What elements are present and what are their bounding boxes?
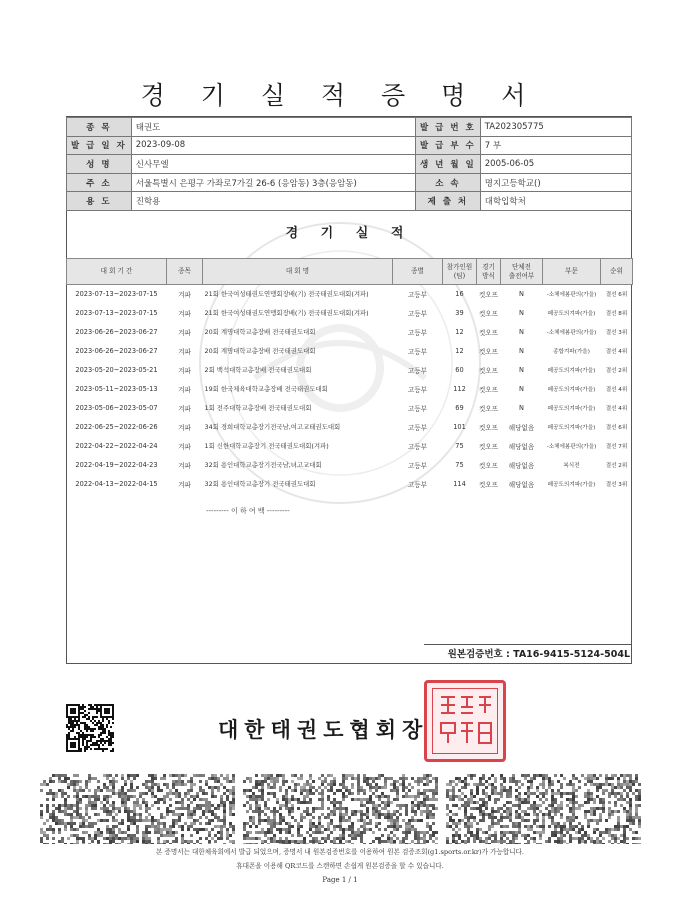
record-cell-event: 겨파 <box>178 443 191 451</box>
info-label: 소 속 <box>416 173 481 192</box>
info-value: 진학용 <box>131 192 415 211</box>
record-row <box>67 380 633 399</box>
record-cell-class: 고등부 <box>407 424 428 432</box>
record-row <box>67 342 633 361</box>
record-cell-count: 69 <box>455 404 464 412</box>
info-label: 발 급 부 수 <box>416 136 481 155</box>
record-cell-method: 컷오프 <box>478 481 499 489</box>
record-cell-event: 겨파 <box>178 386 191 394</box>
record-cell-rank: 결선 7위 <box>605 444 628 450</box>
record-cell-class: 고등부 <box>407 462 428 470</box>
record-cell-rank: 결선 2위 <box>605 368 628 374</box>
verify-divider <box>424 644 632 645</box>
record-cell-count: 112 <box>453 385 466 393</box>
record-cell-name: 2회 백석대학교총장배 전국태권도대회 <box>204 365 312 374</box>
record-cell-event: 겨파 <box>178 462 191 470</box>
record-cell-method: 컷오프 <box>478 386 499 394</box>
record-cell-team: 해당없음 <box>508 481 535 489</box>
record-cell-period: 2022-04-22~2022-04-24 <box>75 442 158 450</box>
info-value: 신사무엘 <box>131 155 415 174</box>
record-cell-name: 1회 전주대학교총장배 전국태권도대회 <box>204 403 312 412</box>
record-cell-period: 2023-06-26~2023-06-27 <box>75 347 158 355</box>
record-cell-team: N <box>519 290 524 299</box>
record-cell-rank: 결선 3위 <box>605 330 628 336</box>
record-cell-team: N <box>519 385 524 393</box>
record-cell-rank: 결선 6위 <box>605 292 628 299</box>
record-cell-count: 75 <box>455 442 464 450</box>
record-cell-name: 19회 한국체육대학교총장배 전국태권도대회 <box>204 384 328 393</box>
record-row <box>67 361 633 380</box>
record-cell-team: N <box>519 366 524 374</box>
record-cell-method: 컷오프 <box>478 405 499 413</box>
record-cell-count: 101 <box>453 423 466 431</box>
record-cell-class: 고등부 <box>407 481 428 489</box>
record-header-cell: 종별 <box>393 259 443 285</box>
info-label: 주 소 <box>67 173 132 192</box>
record-row <box>67 285 633 304</box>
record-cell-rank: 결선 3위 <box>605 482 628 488</box>
record-cell-count: 12 <box>455 347 464 355</box>
info-row <box>67 136 632 155</box>
verification-number: 원본검증번호 : TA16-9415-5124-504L <box>447 649 630 660</box>
record-cell-division: 페공도의겨파(가을) <box>547 311 596 317</box>
info-value: 명지고등학교() <box>480 173 631 192</box>
info-value: 7 부 <box>480 136 631 155</box>
record-cell-name: 20회 계명대학교총장배 전국태권도대회 <box>204 327 316 336</box>
end-mark: --------- 이 하 여 백 --------- <box>206 507 290 515</box>
record-row <box>67 418 633 437</box>
record-cell-class: 고등부 <box>407 386 428 394</box>
record-row <box>67 437 633 456</box>
info-value: 대학입학처 <box>480 192 631 211</box>
info-label: 종 목 <box>67 118 132 137</box>
record-cell-division: 페공도의겨파(가을) <box>547 387 596 393</box>
info-label: 용 도 <box>67 192 132 211</box>
info-row <box>67 155 632 174</box>
record-cell-method: 컷오프 <box>478 310 499 318</box>
record-cell-period: 2023-07-13~2023-07-15 <box>75 309 158 317</box>
record-cell-division: 페공도의겨파(가을) <box>547 482 596 488</box>
info-value: 서울특별시 은평구 가좌로7가길 26-6 (응암동) 3층(응암동) <box>131 173 415 192</box>
qr-code <box>66 704 114 752</box>
record-header-cell: 부문 <box>543 259 601 285</box>
record-cell-division: 종합겨파(가을) <box>553 349 590 355</box>
record-cell-division: 페공도의겨파(가을) <box>547 368 596 374</box>
record-cell-rank: 결선 6위 <box>605 425 628 431</box>
record-cell-period: 2023-06-26~2023-06-27 <box>75 328 158 336</box>
info-table <box>66 117 632 211</box>
security-pattern-left <box>40 774 235 844</box>
info-value: 2023-09-08 <box>131 136 415 155</box>
record-cell-class: 고등부 <box>407 291 428 300</box>
info-value: TA202305775 <box>480 118 631 137</box>
info-value: 2005-06-05 <box>480 155 631 174</box>
info-label: 발 급 번 호 <box>416 118 481 137</box>
info-label: 발 급 일 자 <box>67 136 132 155</box>
record-cell-rank: 결선 4위 <box>605 387 628 393</box>
record-table <box>66 258 633 494</box>
record-cell-name: 21회 한국여성태권도연맹회장배(기) 전국태권도대회(겨파) <box>204 308 369 317</box>
record-cell-event: 겨파 <box>178 481 191 489</box>
record-cell-name: 20회 계명대학교총장배 전국태권도대회 <box>204 346 316 355</box>
record-cell-event: 겨파 <box>178 348 191 356</box>
footer-notice: 본 증명서는 대한체육회에서 발급 되었으며, 증명서 내 원본검증번호를 이용하여 원본 검증조회(g1.sports.or.kr)가 가능합니다. <box>155 848 525 856</box>
record-cell-class: 고등부 <box>407 329 428 337</box>
record-row <box>67 475 633 494</box>
security-pattern-center <box>243 774 438 844</box>
record-cell-method: 컷오프 <box>478 424 499 432</box>
record-cell-method: 컷오프 <box>478 367 499 375</box>
record-cell-rank: 결선 2위 <box>605 463 628 469</box>
record-cell-rank: 결선 8위 <box>605 311 628 317</box>
record-cell-name: 32회 용인대학교총장기전국남,녀고교대회 <box>204 460 322 469</box>
record-header-cell: 단체전 출전여부 <box>501 259 543 285</box>
record-cell-team: 해당없음 <box>508 424 535 432</box>
record-row <box>67 456 633 475</box>
record-row <box>67 323 633 342</box>
record-cell-team: N <box>519 309 524 317</box>
record-cell-method: 컷오프 <box>478 443 499 451</box>
record-row <box>67 304 633 323</box>
record-cell-method: 컷오프 <box>478 329 499 337</box>
record-cell-count: 60 <box>455 366 464 374</box>
record-cell-class: 고등부 <box>407 405 428 413</box>
record-cell-division: -소체에봄판의(가을) <box>546 292 597 299</box>
record-cell-count: 16 <box>455 290 464 299</box>
record-cell-method: 컷오프 <box>478 348 499 356</box>
record-header-cell: 대 회 기 간 <box>67 259 167 285</box>
info-row <box>67 173 632 192</box>
info-row <box>67 118 632 137</box>
record-cell-class: 고등부 <box>407 348 428 356</box>
record-cell-division: 페공도의겨파(가을) <box>547 425 596 431</box>
info-label: 생 년 월 일 <box>416 155 481 174</box>
record-cell-event: 겨파 <box>178 424 191 432</box>
info-label: 제 출 처 <box>416 192 481 211</box>
record-cell-division: 페공도의겨파(가을) <box>547 406 596 412</box>
security-pattern-right <box>446 774 641 844</box>
record-cell-period: 2022-04-13~2022-04-15 <box>75 480 158 488</box>
info-row <box>67 192 632 211</box>
record-cell-class: 고등부 <box>407 310 428 318</box>
record-cell-period: 2023-05-06~2023-05-07 <box>75 404 158 412</box>
record-cell-rank: 결선 4위 <box>605 349 628 355</box>
record-cell-name: 21회 한국여성태권도연맹회장배(기) 전국태권도대회(겨파) <box>204 290 369 299</box>
record-cell-name: 1회 신한대학교총장기 전국태권도대회(겨파) <box>204 441 329 450</box>
record-cell-count: 39 <box>455 309 464 317</box>
record-header-cell: 종목 <box>167 259 203 285</box>
record-cell-event: 겨파 <box>178 291 191 300</box>
record-cell-name: 34회 경희대학교총장기전국남,여고교태권도대회 <box>204 422 341 431</box>
record-cell-team: N <box>519 404 524 412</box>
record-cell-name: 32회 용인대학교총장기 전국태권도대회 <box>204 479 316 488</box>
footer-qr-notice: 휴대폰을 이용해 QR코드를 스캔하면 손쉽게 원본검증을 할 수 있습니다. <box>236 862 444 870</box>
seal-glyphs <box>435 691 495 751</box>
record-cell-period: 2023-05-20~2023-05-21 <box>75 366 158 374</box>
record-cell-period: 2022-04-19~2022-04-23 <box>75 461 158 469</box>
record-header-cell: 순위 <box>601 259 633 285</box>
record-cell-event: 겨파 <box>178 367 191 375</box>
record-cell-count: 114 <box>453 480 466 488</box>
record-cell-event: 겨파 <box>178 329 191 337</box>
record-cell-period: 2023-07-13~2023-07-15 <box>75 290 158 299</box>
record-header-cell: 참가인원 (팀) <box>443 259 477 285</box>
page-number: Page 1 / 1 <box>322 876 358 884</box>
record-row <box>67 399 633 418</box>
info-value: 태권도 <box>131 118 415 137</box>
record-cell-period: 2023-05-11~2023-05-13 <box>75 385 158 393</box>
record-cell-team: N <box>519 328 524 336</box>
record-cell-class: 고등부 <box>407 367 428 375</box>
record-cell-division: 복식전 <box>563 463 580 469</box>
record-cell-team: 해당없음 <box>508 443 535 451</box>
record-cell-period: 2022-06-25~2022-06-26 <box>75 423 158 431</box>
record-cell-division: -소체에봄판의(가을) <box>546 444 597 450</box>
record-cell-method: 컷오프 <box>478 291 499 300</box>
record-cell-event: 겨파 <box>178 405 191 413</box>
record-cell-count: 75 <box>455 461 464 469</box>
record-cell-rank: 결선 4위 <box>605 406 628 412</box>
official-seal <box>424 680 506 762</box>
record-cell-count: 12 <box>455 328 464 336</box>
record-cell-division: -소체에봄판의(가을) <box>546 330 597 336</box>
record-cell-team: 해당없음 <box>508 462 535 470</box>
record-cell-class: 고등부 <box>407 443 428 451</box>
info-label: 성 명 <box>67 155 132 174</box>
document-title: 경 기 실 적 증 명 서 <box>140 81 540 110</box>
organization-name: 대한태권도협회장 <box>218 718 429 742</box>
record-cell-event: 겨파 <box>178 310 191 318</box>
record-header-cell: 경기 방식 <box>477 259 501 285</box>
record-header-cell: 대 회 명 <box>203 259 393 285</box>
record-cell-team: N <box>519 347 524 355</box>
record-cell-method: 컷오프 <box>478 462 499 470</box>
record-section-title: 경 기 실 적 <box>285 226 413 241</box>
